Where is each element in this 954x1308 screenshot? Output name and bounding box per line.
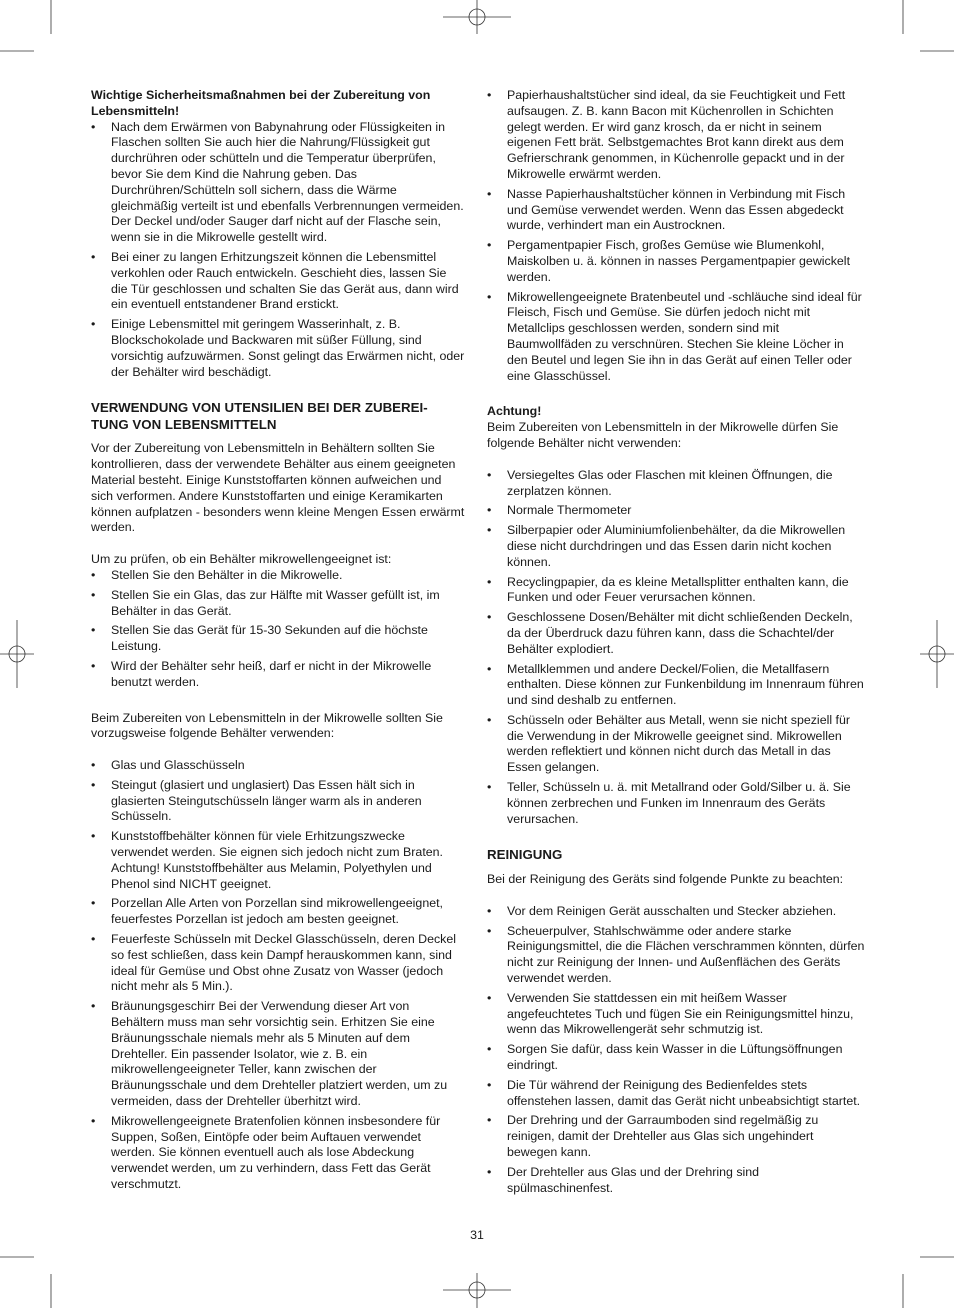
list-item: • Vor dem Reinigen Gerät ausschalten und Stecker abziehen.	[487, 904, 865, 920]
list-item: • Schüsseln oder Behälter aus Metall, wenn sie nicht speziell für die Verwendung in der Mikrowelle geeignet sind. Mikrowellen werden reflektiert und können nicht durch das Metall in das Essen gelangen.	[487, 713, 865, 776]
safety-heading: Wichtige Sicherheitsmaßnahmen bei der Zubereitung von Lebensmitteln!	[91, 88, 431, 118]
list-item: • Normale Thermometer	[487, 503, 865, 519]
list-item: • Mikrowellengeeignete Bratenbeutel und -schläuche sind ideal für Fleisch, Fisch und Gemüse. Sie dürfen jedoch nicht mit Metallclips geschlossen werden, sondern sind mit Baumwollfäden zu verschnüren. Stechen Sie kleine Löcher in den Beutel und legen Sie ihn in das Gerät auf einen Teller oder eine Glasschüssel.	[487, 290, 865, 385]
list-item: • Steingut (glasiert und unglasiert) Das Essen hält sich in glasierten Steingutschüsseln länger warm als in anderen Schüsseln.	[91, 778, 465, 825]
list-item: • Mikrowellengeeignete Bratenfolien können insbesondere für Suppen, Soßen, Eintöpfe oder beim Auftauen verwendet werden. Sie können eventuell auch als lose Abdeckung verwendet werden, um zu verhindern, dass Fett das Gerät verschmutzt.	[91, 1114, 465, 1193]
list-item: • Feuerfeste Schüsseln mit Deckel Glasschüsseln, deren Deckel so fest schließen, dass kein Dampf herauskommen kann, sind ideal für Gemüse und Obst ohne Zusatz von Wasser (jedoch nicht mehr als 5 Min.).	[91, 932, 465, 995]
left-column	[91, 88, 465, 1197]
list-item: • Glas und Glasschüsseln	[91, 758, 465, 774]
utensils-section-title: VERWENDUNG VON UTENSILIEN BEI DER ZUBEREI-TUNG VON LEBENSMITTELN	[91, 400, 428, 432]
utensils-intro: Vor der Zubereitung von Lebensmitteln in Behältern sollten Sie kontrollieren, dass der verwendete Behälter aus einem geeigneten Material besteht. Einige Kunststoffarten können aufweichen und sich verformen. Andere Kunststoffarten und einige Keramikarten können aufplatzen - besonders wenn kleine Mengen Essen erwärmt werden.	[91, 441, 465, 535]
list-item: • Die Tür während der Reinigung des Bedienfeldes stets offenstehen lassen, damit das Gerät nicht unbeabsichtigt startet.	[487, 1078, 865, 1110]
list-item: • Kunststoffbehälter können für viele Erhitzungszwecke verwendet werden. Sie eignen sich jedoch nicht zum Braten. Achtung! Kunststoffbehälter aus Melamin, Polyethylen und Phenol sind NICHT geeignet.	[91, 829, 465, 892]
list-item: • Papierhaushaltstücher sind ideal, da sie Feuchtigkeit und Fett aufsaugen. Z. B. kann Bacon mit Küchenrollen in Schichten gelegt werden. Er wird ganz krosch, da er nicht in seinem eigenen Fett brät. Selbstgemachtes Brot kann direkt aus dem Gefrierschrank genommen, in Küchenrolle gepackt und in der Mikrowelle erwärmt werden.	[487, 88, 865, 183]
preferred-intro: Beim Zubereiten von Lebensmitteln in der Mikrowelle sollten Sie vorzugsweise folgende Behälter verwenden:	[91, 710, 443, 741]
list-item: • Stellen Sie den Behälter in die Mikrowelle.	[91, 568, 465, 584]
cleaning-section-title: REINIGUNG	[487, 847, 563, 863]
list-item: • Nach dem Erwärmen von Babynahrung oder Flüssigkeiten in Flaschen sollten Sie auch hier die Nahrung/Flüssigkeit gut durchrühren oder schütteln und die Temperatur überprüfen, bevor Sie dem Kind die Nahrung geben. Das Durchrühren/Schütteln soll sichern, dass die Wärme gleichmäßig verteilt ist und ebenfalls Verbrennungen vermeiden. Der Deckel und/oder Sauger darf nicht auf der Flasche sein, wenn sie in die Mikrowelle gestellt wird.	[91, 120, 465, 246]
list-item: • Stellen Sie das Gerät für 15-30 Sekunden auf die höchste Leistung.	[91, 623, 465, 655]
list-item: • Einige Lebensmittel mit geringem Wasserinhalt, z. B. Blockschokolade und Backwaren mit süßer Füllung, sind vorsichtig aufzuwärmen. Sonst gelingt das Erwärmen nicht, oder der Behälter wird beschädigt.	[91, 317, 465, 380]
list-item: • Bei einer zu langen Erhitzungszeit können die Lebensmittel verkohlen oder Rauch entwickeln. Geschieht dies, lassen Sie die Tür geschlossen und schalten Sie das Gerät aus, dann wird ein eventuell entstandener Brand erstickt.	[91, 250, 465, 313]
list-item: • Scheuerpulver, Stahlschwämme oder andere starke Reinigungsmittel, die die Flächen verschrammen könnten, dürfen nicht zur Reinigung der Innen- und Außenflächen des Geräts verwendet werden.	[487, 924, 865, 987]
list-item: • Porzellan Alle Arten von Porzellan sind mikrowellengeeignet, feuerfestes Porzellan ist jedoch am besten geeignet.	[91, 896, 465, 928]
caution-list	[487, 468, 865, 828]
list-item: • Teller, Schüsseln u. ä. mit Metallrand oder Gold/Silber u. ä. Sie können zerbrechen und Funken im Innenraum des Geräts verursachen.	[487, 780, 865, 827]
preferred-list	[91, 758, 465, 1193]
list-item: • Geschlossene Dosen/Behälter mit dicht schließenden Deckeln, da der Überdruck dazu führen kann, dass die Schachtel/der Behälter explodiert.	[487, 610, 865, 657]
safety-list	[91, 120, 465, 381]
list-item: • Bräunungsgeschirr Bei der Verwendung dieser Art von Behältern muss man sehr vorsichtig sein. Erhitzen Sie eine Bräunungsschale niemals mehr als 5 Minuten auf dem Drehteller. Ein passender Isolator, wie z. B. ein mikrowellengeeigneter Teller, kann zwischen der Bräunungsschale und dem Drehteller platziert werden, um zu vermeiden, dass der Drehteller überhitzt wird.	[91, 999, 465, 1110]
list-item: • Pergamentpapier Fisch, großes Gemüse wie Blumenkohl, Maiskolben u. ä. können in nasses Pergamentpapier gewickelt werden.	[487, 238, 865, 285]
list-item: • Der Drehring und der Garraumboden sind regelmäßig zu reinigen, damit der Drehteller aus Glas sich ungehindert bewegen kann.	[487, 1113, 865, 1160]
list-item: • Sorgen Sie dafür, dass kein Wasser in die Lüftungsöffnungen eindringt.	[487, 1042, 865, 1074]
page-number: 31	[470, 1228, 484, 1242]
list-item: • Wird der Behälter sehr heiß, darf er nicht in der Mikrowelle benutzt werden.	[91, 659, 465, 691]
test-list	[91, 568, 465, 691]
cleaning-list	[487, 904, 865, 1197]
list-item: • Nasse Papierhaushaltstücher können in Verbindung mit Fisch und Gemüse verwendet werden. Wenn das Essen abgedeckt wurde, verhindert man ein Austrocknen.	[487, 187, 865, 234]
paper-list	[487, 88, 865, 384]
list-item: • Silberpapier oder Aluminiumfolienbehälter, da die Mikrowellen diese nicht durchdringen und das Essen darin nicht kochen können.	[487, 523, 865, 570]
caution-heading: Achtung!	[487, 404, 542, 419]
list-item: • Metallklemmen und andere Deckel/Folien, die Metallfasern enthalten. Diese können zur Funkenbildung im Innenraum führen und sind deshalb zu entfernen.	[487, 662, 865, 709]
test-intro: Um zu prüfen, ob ein Behälter mikrowellengeeignet ist:	[91, 552, 392, 567]
caution-intro: Beim Zubereiten von Lebensmitteln in der Mikrowelle dürfen Sie folgende Behälter nicht verwenden:	[487, 420, 839, 450]
cleaning-intro: Bei der Reinigung des Geräts sind folgende Punkte zu beachten:	[487, 871, 844, 886]
list-item: • Recyclingpapier, da es kleine Metallsplitter enthalten kann, die Funken und oder Feuer verursachen können.	[487, 575, 865, 607]
right-column	[487, 88, 865, 1200]
list-item: • Versiegeltes Glas oder Flaschen mit kleinen Öffnungen, die zerplatzen können.	[487, 468, 865, 500]
list-item: • Stellen Sie ein Glas, das zur Hälfte mit Wasser gefüllt ist, im Behälter in das Gerät.	[91, 588, 465, 620]
list-item: • Verwenden Sie stattdessen ein mit heißem Wasser angefeuchtetes Tuch und fügen Sie ein Reinigungsmittel hinzu, wenn das Mikrowellengerät sehr schmutzig ist.	[487, 991, 865, 1038]
list-item: • Der Drehteller aus Glas und der Drehring sind spülmaschinenfest.	[487, 1165, 865, 1197]
